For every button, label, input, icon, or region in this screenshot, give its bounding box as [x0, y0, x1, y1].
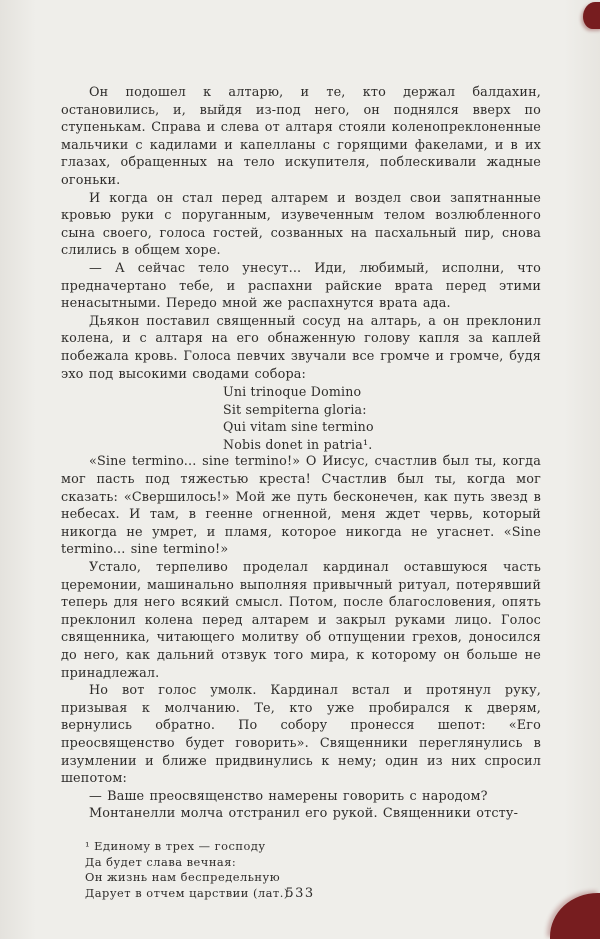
latin-verse [223, 383, 541, 453]
paragraph: — Ваше преосвященство намерены говорить с народом? [89, 788, 488, 804]
text-block [61, 84, 541, 901]
footnote-line: Дарует в отчем царствии (лат.). [85, 885, 293, 900]
scan-stain-top-right [583, 2, 600, 29]
paragraph: — А сейчас тело унесут... Иди, любимый, исполни, что предначертано тебе, и распахни райские врата перед этими ненасытными. Передо мной же распахнутся врата ада. [61, 260, 541, 312]
footnote-line: Он жизнь нам беспредельную [85, 870, 281, 885]
paragraph: Монтанелли молча отстранил его рукой. Священники отсту- [89, 806, 519, 822]
footnote-line: ¹ Единому в трех — господу [85, 838, 266, 853]
verse-line: Nobis donet in patria¹. [223, 436, 373, 452]
paragraph: «Sine termino... sine termino!» О Иисус, счастлив был ты, когда мог пасть под тяжестью креста! Счастлив был ты, когда мог сказать: «Свершилось!» Мой же путь бесконечен, как путь звезд в небесах. И там, в геенне огненной, меня ждет червь, который никогда не умрет, и пламя, которое никогда не угаснет. «Sine termino... sine termino!» [61, 454, 541, 558]
page-number: 533 [285, 886, 315, 901]
verse-line: Qui vitam sine termino [223, 419, 374, 435]
paragraph: Он подошел к алтарю, и те, кто держал балдахин, остановились, и, выйдя из-под него, он поднялся вверх по ступенькам. Справа и слева от алтаря стояли коленопреклоненные мальчики с кадилами и капелланы с горящими факелами, и в их глазах, обращенных на тело искупителя, поблескивали жадные огоньки. [61, 85, 541, 188]
paragraph: Устало, терпеливо проделал кардинал оставшуюся часть церемонии, машинально выполняя привычный ритуал, потерявший теперь для него всякий смысл. Потом, после благословения, опять преклонил колена перед алтарем и закрыл руками лицо. Голос священника, читающего молитву об отпущении грехов, доносился до него, как дальний отзвук того мира, к которому он больше не принадлежал. [61, 560, 541, 681]
paragraph: Дьякон поставил священный сосуд на алтарь, а он преклонил колена, и с алтаря на его обнаженную голову капля за каплей побежала кровь. Голоса певчих звучали все громче и громче, будя эхо под высокими сводами собора: [61, 313, 541, 382]
verse-line: Sit sempiterna gloria: [223, 401, 367, 417]
footnote-line: Да будет слава вечная: [85, 854, 237, 869]
verse-line: Uni trinoque Domino [223, 384, 362, 400]
paragraph: Но вот голос умолк. Кардинал встал и протянул руку, призывая к молчанию. Те, кто уже пробирался к дверям, вернулись обратно. По собору пронесся шепот: «Его преосвященство будет говорить». Священники переглянулись в изумлении и ближе придвинулись к нему; один из них спросил шепотом: [61, 683, 541, 787]
paragraph: И когда он стал перед алтарем и воздел свои запятнанные кровью руки с поруганным, изувеченным телом возлюбленного сына своего, голоса гостей, созванных на пасхальный пир, снова слились в общем хоре. [61, 190, 541, 259]
